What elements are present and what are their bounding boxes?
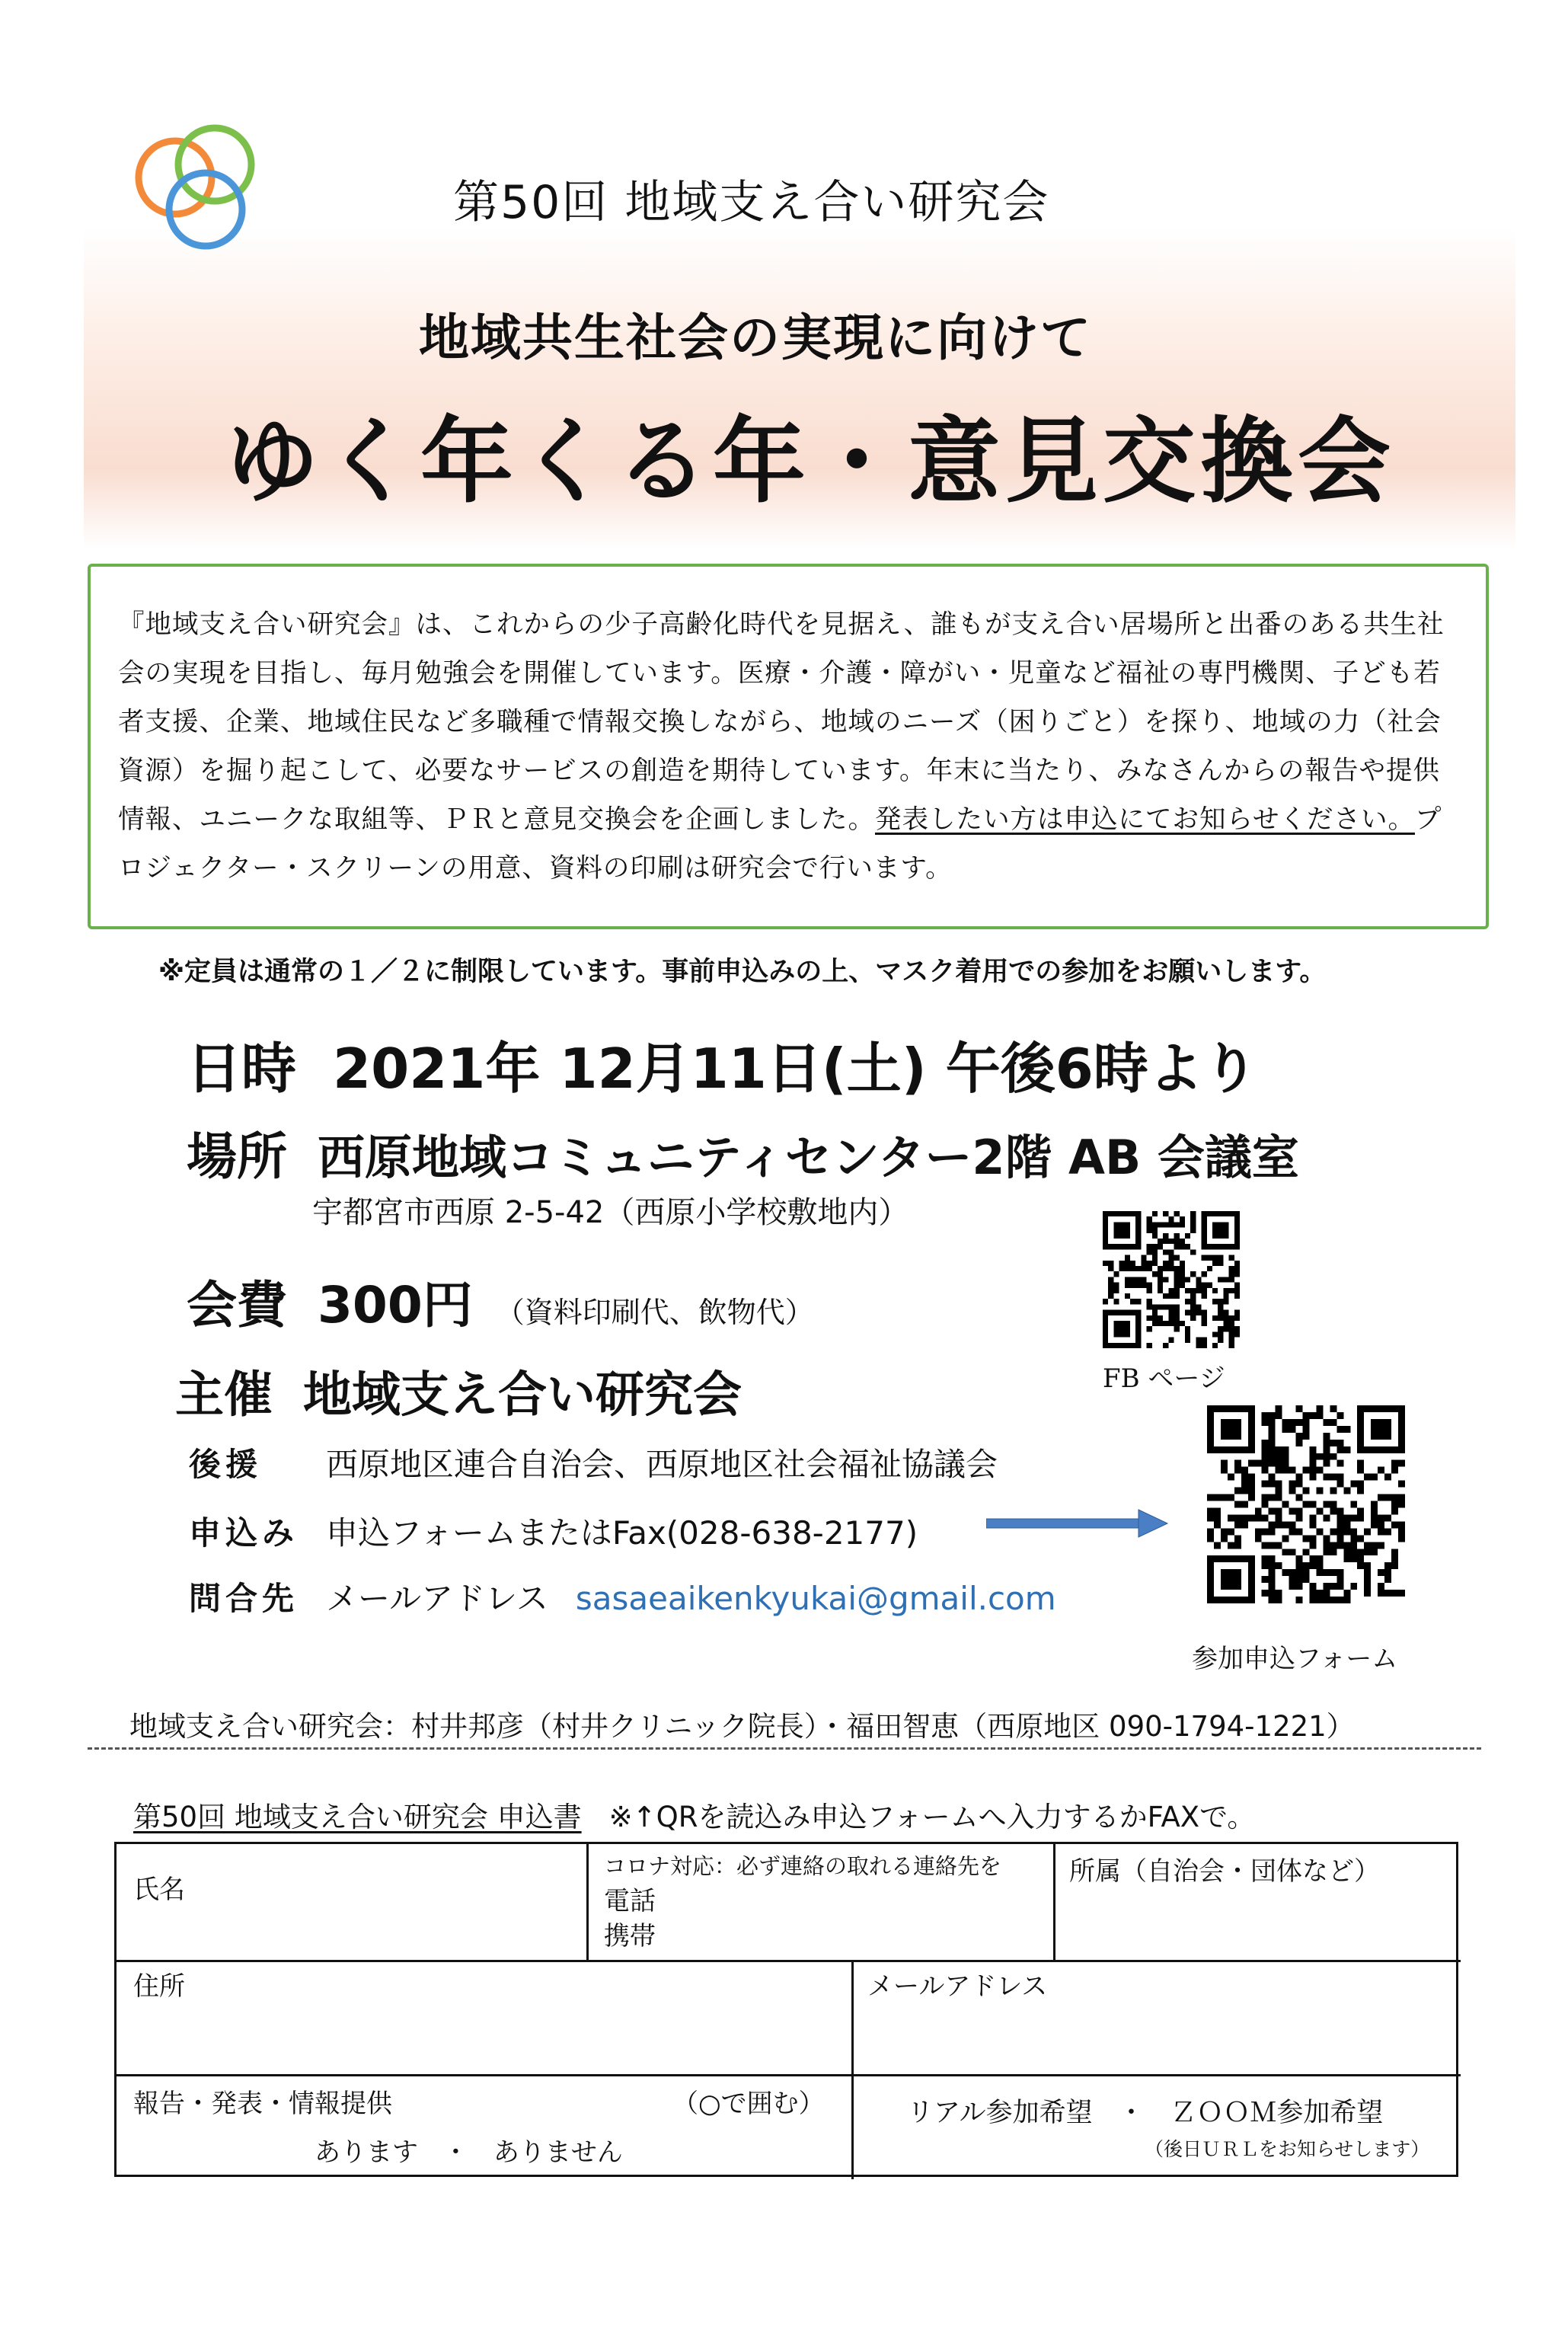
- main-title: ゆく年くる年・意見交換会: [225, 408, 1395, 516]
- participation-options: リアル参加希望 ・ ＺＯＯＭ参加希望: [907, 2098, 1384, 2128]
- mobile-label: 携帯: [604, 1921, 656, 1951]
- address-field[interactable]: [117, 1962, 851, 2074]
- application-form-table: [114, 1842, 1458, 2177]
- phone-label: 電話: [604, 1886, 656, 1916]
- application-form-heading: [133, 1794, 1255, 1835]
- series-title: 第50回 地域支え合い研究会: [453, 176, 1050, 229]
- date-line: [187, 1024, 1258, 1104]
- email-label: メールアドレス: [867, 1971, 1048, 2002]
- intro-box: [88, 564, 1489, 929]
- organizer-label: 主催: [175, 1367, 273, 1424]
- cut-line-divider: [88, 1747, 1481, 1750]
- email-link[interactable]: sasaeaikenkyukai@gmail.com: [575, 1580, 1056, 1617]
- covid-note: コロナ対応：必ず連絡の取れる連絡先を: [604, 1853, 1002, 1879]
- intro-text: [118, 600, 1449, 893]
- fee-value: 300円: [318, 1276, 473, 1335]
- affiliation-label: 所属（自治会・団体など）: [1069, 1856, 1380, 1887]
- report-choice-field[interactable]: [117, 2076, 851, 2179]
- url-note: （後日ＵＲＬをお知らせします）: [1145, 2138, 1430, 2160]
- contact-label: 問合先: [189, 1580, 299, 1617]
- apply-value: 申込フォームまたはFax(028-638-2177): [326, 1514, 918, 1552]
- name-field[interactable]: [117, 1844, 586, 1960]
- contact-value: メールアドレス: [326, 1580, 548, 1617]
- capacity-notice: ※定員は通常の１／２に制限しています。事前申込みの上、マスク着用での参加をお願いします。: [158, 957, 1327, 987]
- affiliation-field[interactable]: [1055, 1844, 1459, 1960]
- apply-row: [189, 1508, 918, 1554]
- contact-row: [189, 1574, 1056, 1619]
- organizer-value: 地域支え合い研究会: [303, 1367, 742, 1424]
- email-field[interactable]: [854, 1962, 1459, 2074]
- sponsor-label: 後援: [189, 1446, 263, 1483]
- application-form-qr-code[interactable]: [1207, 1405, 1405, 1603]
- address-label: 住所: [133, 1971, 185, 2002]
- intro-text-tail: プロジェクター・スクリーンの用意、資料の印刷は研究会で行います。: [118, 804, 1442, 884]
- facebook-qr-code[interactable]: [1103, 1211, 1240, 1348]
- fee-line: [187, 1264, 814, 1337]
- circle-instruction: （○で囲む）: [672, 2089, 825, 2119]
- footer-contacts: 地域支え合い研究会：村井邦彦（村井クリニック院長）・福田智恵（西原地区 090-1794-1221）: [129, 1710, 1355, 1743]
- organizer-line: [175, 1356, 742, 1426]
- intro-text-underlined: 発表したい方は申込にてお知らせください。: [875, 804, 1415, 835]
- participation-choice-field[interactable]: [854, 2076, 1459, 2179]
- three-rings-logo: [129, 120, 267, 257]
- subtitle: 地域共生社会の実現に向けて: [419, 308, 1092, 367]
- venue-address: 宇都宮市西原 2-5-42（西原小学校敷地内）: [312, 1195, 909, 1230]
- fee-label: 会費: [187, 1276, 287, 1335]
- name-label: 氏名: [133, 1875, 185, 1905]
- phone-field[interactable]: [589, 1844, 1053, 1960]
- form-note: ※↑QRを読込み申込フォームへ入力するかFAXで。: [608, 1801, 1256, 1833]
- place-value: 西原地域コミュニティセンター2階 AB 会議室: [318, 1130, 1299, 1185]
- report-label: 報告・発表・情報提供: [133, 2089, 392, 2119]
- date-label: 日時: [187, 1037, 297, 1101]
- report-options: あります ・ ありません: [315, 2137, 623, 2168]
- intro-text-plain: 『地域支え合い研究会』は、これからの少子高齢化時代を見据え、誰もが支え合い居場所と出番のある共生社会の実現を目指し、毎月勉強会を開催しています。医療・介護・障がい・児童など福祉の専門機関、子ども若者支援、企業、地域住民など多職種で情報交換しながら、地域のニーズ（困りごと）を探り、地域の力（社会資源）を掘り起こして、必要なサービスの創造を期待しています。年末に当たり、みなさんからの報告や提供情報、ユニークな取組等、ＰＲと意見交換会を企画しました。: [118, 609, 1445, 835]
- fee-note: （資料印刷代、飲物代）: [495, 1296, 814, 1329]
- place-line: [187, 1116, 1299, 1188]
- place-label: 場所: [187, 1127, 287, 1186]
- sponsor-value: 西原地区連合自治会、西原地区社会福祉協議会: [326, 1446, 998, 1483]
- apply-label: 申込み: [189, 1514, 299, 1552]
- sponsor-row: [189, 1440, 998, 1485]
- arrow-right-icon: [986, 1508, 1169, 1539]
- facebook-qr-label: FB ページ: [1103, 1363, 1225, 1394]
- form-title: 第50回 地域支え合い研究会 申込書: [133, 1801, 582, 1833]
- application-form-qr-label: 参加申込フォーム: [1192, 1644, 1398, 1674]
- date-value: 2021年 12月11日(土) 午後6時より: [333, 1037, 1258, 1101]
